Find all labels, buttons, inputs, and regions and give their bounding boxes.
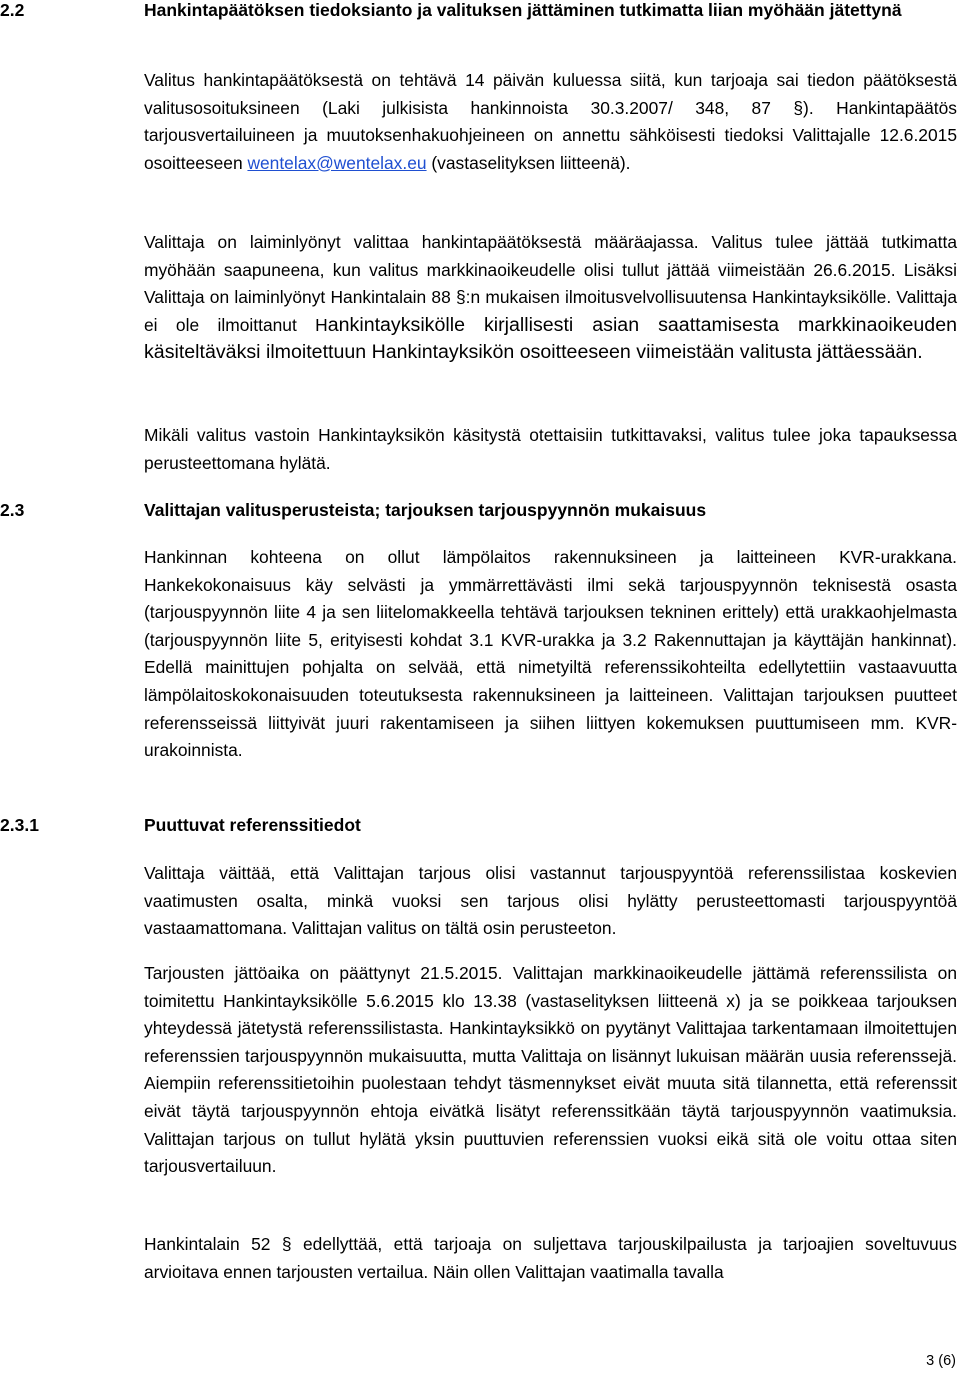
section-number: 2.2 xyxy=(0,0,25,20)
paragraph-reference-list: Tarjousten jättöaika on päättynyt 21.5.2015. Valittajan markkinaoikeudelle jättämä referenssilista on toimitettu Hankintayksikölle 5.6.2015 klo 13.38 (vastaselityksen liitteenä x) ja se poikkeaa tarjouksen yhteydessä jätetystä referenssilistasta. Hankintayksikkö on pyytänyt Valittajaa tarkentamaan ilmoitettujen referenssien tarjouspyynnön mukaisuutta, mutta Valittaja on lisännyt lukuisan määrän uusia referenssejä. Aiempiin referenssitietoihin puolestaan tehdyt täsmennykset eivät muuta sitä tilannetta, että referenssit eivät täytä tarjouspyynnön ehtoja eivätkä lisätyt referenssitkään täytä tarjouspyynnön vaatimuksia. Valittajan tarjous on tullut hylätä yksin puuttuvien referenssien vuoksi eikä sitä ole voitu ottaa siten tarjousvertailuun. xyxy=(144,963,957,1177)
section-title: Valittajan valitusperusteista; tarjouksen tarjouspyynnön mukaisuus xyxy=(144,500,707,520)
paragraph-text: Valitus hankintapäätöksestä on tehtävä 14 päivän kuluessa siitä, kun tarjoaja sai tiedon päätöksestä valitusosoituksineen (Laki julkisista hankinnoista 30.3.2007/ 348, 87 §). Hankintapäätös tarjousvertailuineen ja muutoksenhakuohjeineen on annettu sähköisesti tiedoksi Valittajalle 12.6.2015 osoitteeseen xyxy=(144,70,957,173)
paragraph-procurement-subject: Hankinnan kohteena on ollut lämpölaitos rakennuksineen ja laitteineen KVR-urakkana. Hankekokonaisuus käy selvästi ja ymmärrettävästi ilmi sekä tarjouspyynnön teknisestä osasta (tarjouspyynnön liite 4 ja sen liitelomakkeella tehtävä tarjouksen tekninen erittely) että urakkaohjelmasta (tarjouspyynnön liite 5, erityisesti kohdat 3.1 KVR-urakka ja 3.2 Rakennuttajan ja käyttäjän hankinnat). Edellä mainittujen pohjalta on selvää, että nimetyiltä referenssikohteilta edellytettiin vastaavuutta lämpölaitoskokonaisuuden toteutuksesta rakennuksineen ja laitteineen. Valittajan tarjouksen puutteet referensseissä liittyivät juuri rakentamiseen ja siihen liittyen kokemuksen puuttumiseen mm. KVR-urakoinnista. xyxy=(144,547,957,761)
paragraph-text: (vastaselityksen liitteenä). xyxy=(426,152,631,173)
page-number: 3 (6) xyxy=(926,1353,956,1369)
section-number: 2.3.1 xyxy=(0,815,39,835)
email-link[interactable]: wentelax@wentelax.eu xyxy=(247,152,427,173)
paragraph-claim: Valittaja väittää, että Valittajan tarjous olisi vastannut tarjouspyyntöä referenssilistaa koskevien vaatimusten osalta, minkä vuoksi sen tarjous olisi hylätty perusteettomasti tarjouspyyntöä vastaamattomana. Valittajan valitus on tältä osin perusteeton. xyxy=(144,863,957,939)
paragraph-missed-deadline xyxy=(144,229,957,367)
paragraph-text-large: ankintayksikölle kirjallisesti asian saattamisesta markkinaoikeuden käsiteltäväksi ilmoitettuun Hankintayksikön osoitteeseen viimeistään valitusta jättäessään. xyxy=(144,313,958,364)
section-number: 2.3 xyxy=(0,500,25,520)
section-title: Hankintapäätöksen tiedoksianto ja valituksen jättäminen tutkimatta liian myöhään jätettynä xyxy=(144,0,902,20)
section-title: Puuttuvat referenssitiedot xyxy=(144,815,361,835)
paragraph-section-52: Hankintalain 52 § edellyttää, että tarjoaja on suljettava tarjouskilpailusta ja tarjoajien soveltuvuus arvioitava ennen tarjousten vertailua. Näin ollen Valittajan vaatimalla tavalla xyxy=(144,1234,957,1282)
paragraph-text: Valittaja on laiminlyönyt valittaa hankintapäätöksestä määräajassa. Valitus tulee jättää tutkimatta myöhään saapuneena, kun valitus markkinaoikeudelle olisi tullut jättää viimeistään 26.6.2015. Lisäksi Valittaja on laiminlyönyt Hankintalain 88 §:n mukaisen ilmoitusvelvollisuutensa Hankintayksikölle. Valittaja ei ole ilmoittanut H xyxy=(144,232,957,335)
paragraph-if-examined: Mikäli valitus vastoin Hankintayksikön käsitystä otettaisiin tutkittavaksi, valitus tulee joka tapauksessa perusteettomana hylätä. xyxy=(144,425,957,473)
paragraph-appeal-deadline xyxy=(144,67,957,177)
